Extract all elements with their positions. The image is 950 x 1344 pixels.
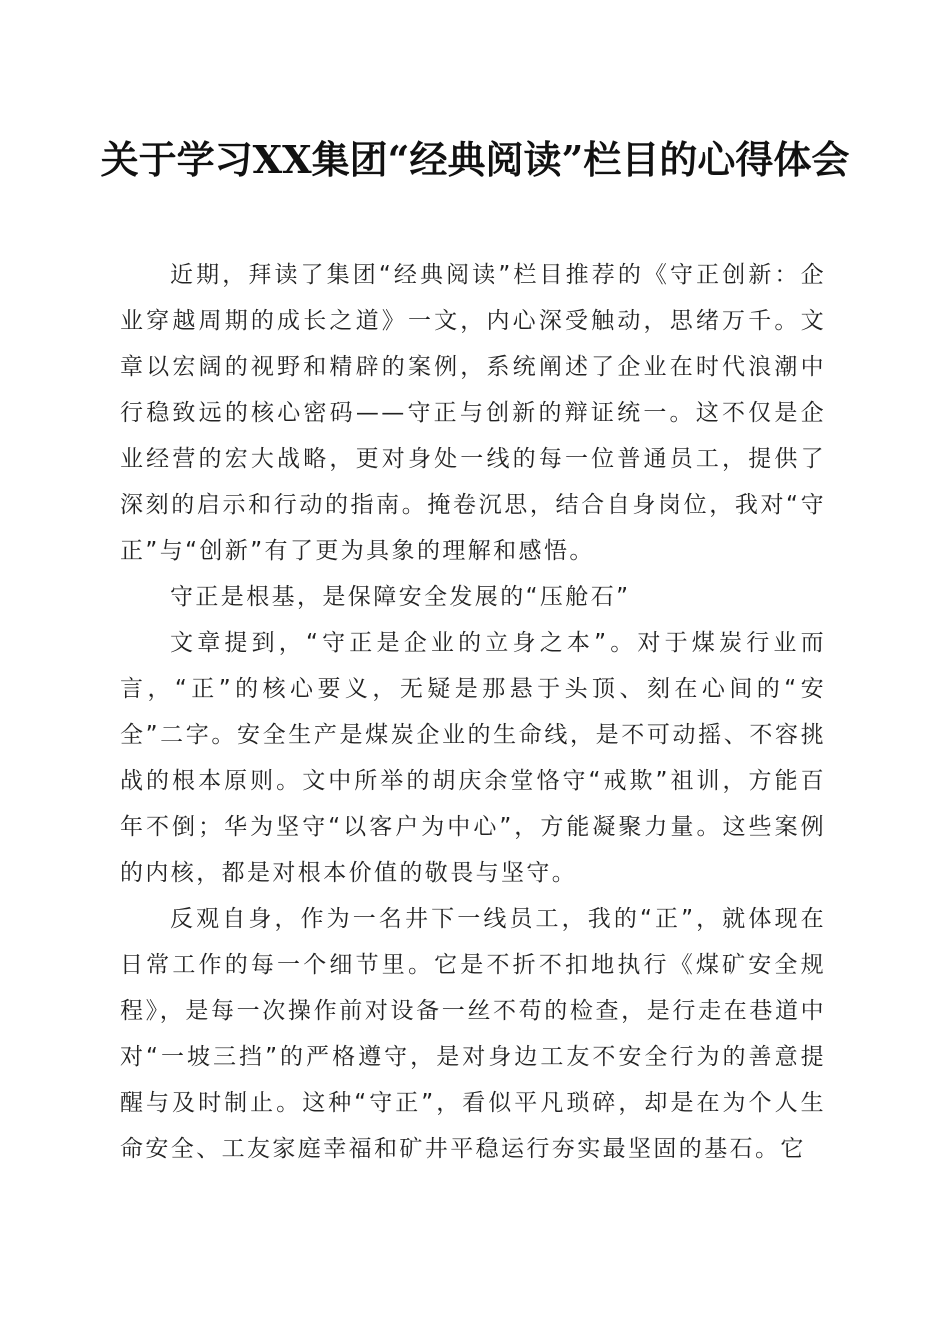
paragraph-reflection: 反观自身，作为一名井下一线员工，我的“正”，就体现在日常工作的每一个细节里。它是不折不扣地执行《煤矿安全规程》，是每一次操作前对设备一丝不苟的检查，是行走在巷道中对“一坡三挡”的严格遵守，是对身边工友不安全行为的善意提醒与及时制止。这种“守正”，看似平凡琐碎，却是在为个人生命安全、工友家庭幸福和矿井平稳运行夯实最坚固的基石。它	[120, 906, 826, 1162]
section-heading: 守正是根基，是保障安全发展的“压舱石”	[170, 584, 631, 610]
document-body	[120, 252, 826, 1172]
document-title: 关于学习XX集团“经典阅读”栏目的心得体会	[100, 137, 850, 182]
paragraph-intro: 近期，拜读了集团“经典阅读”栏目推荐的《守正创新：企业穿越周期的成长之道》一文，内心深受触动，思绪万千。文章以宏阔的视野和精辟的案例，系统阐述了企业在时代浪潮中行稳致远的核心密码——守正与创新的辩证统一。这不仅是企业经营的宏大战略，更对身处一线的每一位普通员工，提供了深刻的启示和行动的指南。掩卷沉思，结合自身岗位，我对“守正”与“创新”有了更为具象的理解和感悟。	[120, 262, 826, 564]
paragraph-safety: 文章提到，“守正是企业的立身之本”。对于煤炭行业而言，“正”的核心要义，无疑是那悬于头顶、刻在心间的“安全”二字。安全生产是煤炭企业的生命线，是不可动摇、不容挑战的根本原则。文中所举的胡庆余堂恪守“戒欺”祖训，方能百年不倒；华为坚守“以客户为中心”，方能凝聚力量。这些案例的内核，都是对根本价值的敬畏与坚守。	[120, 630, 826, 886]
